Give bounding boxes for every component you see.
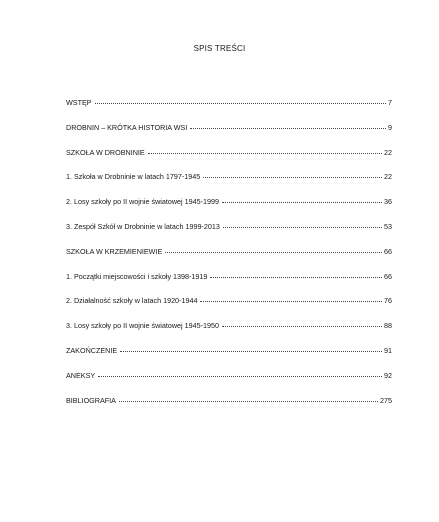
toc-dot-leader xyxy=(148,153,382,154)
toc-entry-label: SZKOŁA W DROBNINIE xyxy=(66,147,145,157)
toc-entry-label: 1. Początki miejscowości i szkoły 1398-1919 xyxy=(66,271,208,281)
toc-dot-leader xyxy=(222,326,382,327)
toc-entry-label: 3. Zespół Szkół w Drobninie w latach 1999-2013 xyxy=(66,221,220,231)
toc-dot-leader xyxy=(98,376,382,377)
toc-entry-label: ZAKOŃCZENIE xyxy=(66,345,118,355)
page-title: SPIS TREŚCI xyxy=(193,44,246,53)
toc-entry xyxy=(66,371,392,396)
toc-page-number: 53 xyxy=(384,221,392,231)
toc-dot-leader xyxy=(165,252,382,253)
toc-page-number: 9 xyxy=(388,122,392,132)
toc-entry xyxy=(66,222,392,247)
toc-entry-label: 1. Szkoła w Drobninie w latach 1797-1945 xyxy=(66,172,201,182)
toc-entry xyxy=(66,396,392,421)
toc-entry xyxy=(66,247,392,272)
toc-page-number: 66 xyxy=(384,271,392,281)
toc-page-number: 88 xyxy=(384,321,392,331)
toc-entry xyxy=(66,172,392,197)
toc-entry xyxy=(66,321,392,346)
toc-entry-label: 2. Losy szkoły po II wojnie światowej 1945-1999 xyxy=(66,197,220,207)
toc-entry-label: DROBNIN – KRÓTKA HISTORIA WSI xyxy=(66,122,188,132)
toc-page-number: 22 xyxy=(384,147,392,157)
toc-dot-leader xyxy=(210,277,382,278)
toc-dot-leader xyxy=(203,177,382,178)
toc-dot-leader xyxy=(119,401,378,402)
toc-dot-leader xyxy=(120,351,382,352)
toc-entry-label: SZKOŁA W KRZEMIENIEWIE xyxy=(66,246,163,256)
toc-entry-label: 2. Działalność szkoły w latach 1920-1944 xyxy=(66,296,198,306)
toc-dot-leader xyxy=(190,128,386,129)
table-of-contents xyxy=(66,98,392,420)
toc-entry xyxy=(66,296,392,321)
toc-entry xyxy=(66,98,392,123)
toc-entry xyxy=(66,148,392,173)
toc-entry xyxy=(66,346,392,371)
toc-entry xyxy=(66,272,392,297)
toc-entry-label: WSTĘP xyxy=(66,98,92,107)
toc-dot-leader xyxy=(200,301,382,302)
toc-entry xyxy=(66,123,392,148)
toc-dot-leader xyxy=(95,103,386,104)
toc-entry-label: 3. Losy szkoły po II wojnie światowej 1945-1950 xyxy=(66,321,220,331)
toc-dot-leader xyxy=(222,202,382,203)
toc-page-number: 66 xyxy=(384,246,392,256)
toc-page-number: 7 xyxy=(388,98,392,107)
toc-page-number: 92 xyxy=(384,370,392,380)
toc-entry-label: ANEKSY xyxy=(66,370,96,380)
toc-entry-label: BIBLIOGRAFIA xyxy=(66,395,116,405)
toc-page-number: 76 xyxy=(384,296,392,306)
toc-page-number: 275 xyxy=(380,395,392,405)
toc-entry xyxy=(66,197,392,222)
toc-dot-leader xyxy=(223,227,382,228)
toc-page-number: 36 xyxy=(384,197,392,207)
toc-page-number: 22 xyxy=(384,172,392,182)
toc-page-number: 91 xyxy=(384,345,392,355)
